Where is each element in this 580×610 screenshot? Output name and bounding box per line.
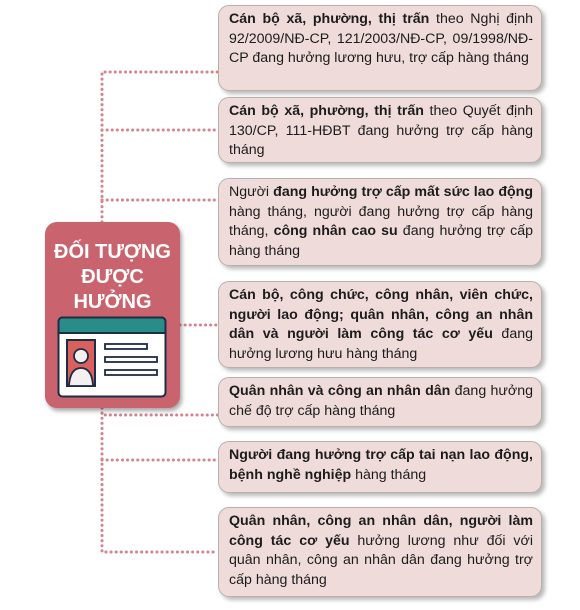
item-box-6 [218,441,542,493]
item-text-bold: Cán bộ xã, phường, thị trấn [229,11,430,27]
item-text: hàng tháng, người đang hưởng trợ cấp hàng tháng, [229,203,533,239]
item-text: Người [229,184,274,200]
item-box-2 [218,97,542,163]
item-box-4 [218,281,542,368]
item-text-bold: Quân nhân, công an nhân dân, người làm công tác cơ yếu [229,513,533,549]
center-title-line: ĐỐI TƯỢNG [54,241,171,263]
item-box-3 [218,178,542,266]
item-text: hàng tháng [351,466,427,483]
item-text: đang hưởng trợ cấp hàng tháng [229,223,534,259]
item-text-bold: Cán bộ xã, phường, thị trấn [229,103,424,119]
item-box-1 [218,5,542,91]
item-text-bold: đang hưởng trợ cấp mất sức lao động [273,184,534,200]
center-title-line: HƯỞNG [73,291,152,313]
item-box-7 [218,507,542,597]
item-text: đang hưởng lương hưu hàng tháng [229,326,533,362]
id-card-icon [57,316,167,398]
center-title [45,240,180,315]
center-title-line: ĐƯỢC [81,266,144,288]
item-text-bold: công nhân cao su [273,223,398,239]
center-node [45,222,180,408]
item-text: theo Nghị định 92/2009/NĐ-CP, 121/2003/NĐ-CP, 09/1998/NĐ-CP đang hưởng lương hưu, trợ cấp hàng tháng [229,11,533,66]
item-text-bold: Quân nhân và công an nhân dân [229,383,451,399]
item-text: hưởng lương như đối với quân nhân, công an nhân dân đang hưởng trợ cấp hàng tháng [229,532,533,588]
item-text: đang hưởng chế độ trợ cấp hàng tháng [229,383,533,419]
item-text-bold: Người đang hưởng trợ cấp tai nạn lao động, bệnh nghề nghiệp [229,447,533,483]
item-text: theo Quyết định 130/CP, 111-HĐBT đang hưởng trợ cấp hàng tháng [229,103,533,158]
item-text-bold: Cán bộ, công chức, công nhân, viên chức, người lao động; quân nhân, công an nhân dân và người làm công tác cơ yếu [229,287,533,342]
item-box-5 [218,377,542,427]
